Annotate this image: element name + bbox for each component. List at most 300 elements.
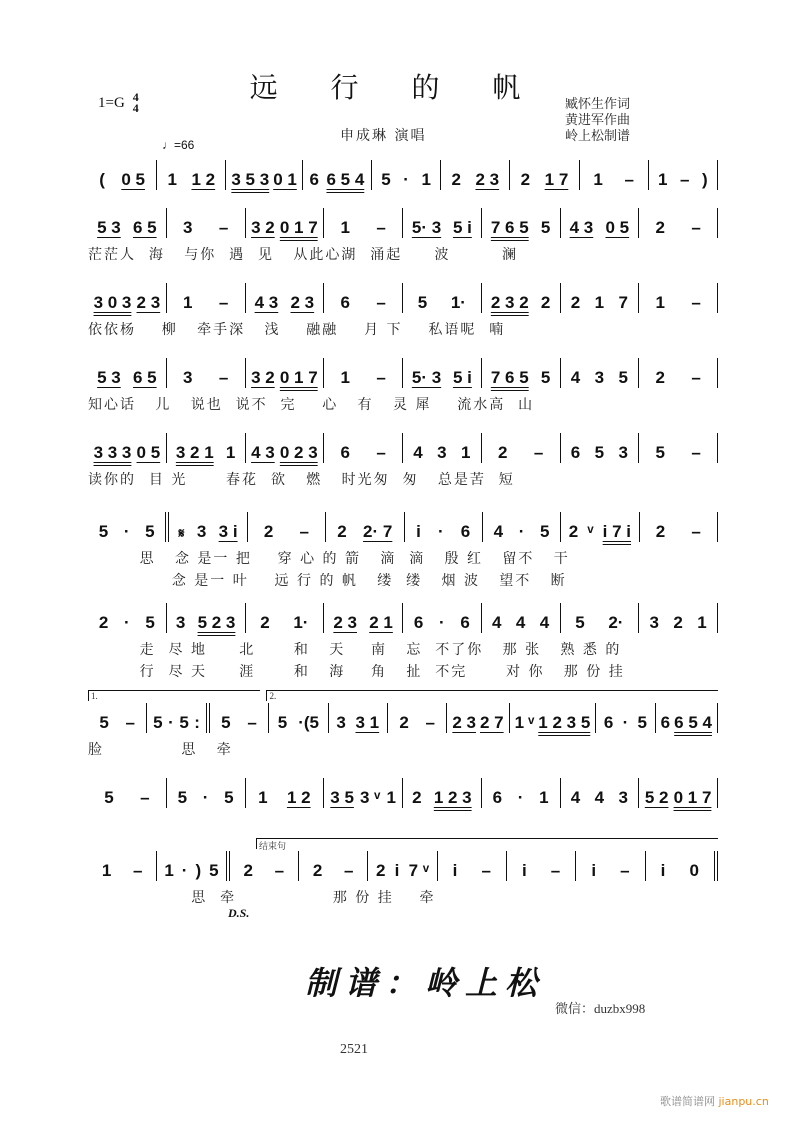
note-group: 3 3 3 <box>93 443 132 462</box>
note-group: 2 <box>260 613 270 632</box>
note-group: – <box>550 861 561 880</box>
note-group: 3 <box>437 443 447 462</box>
note-group: 5 <box>179 713 189 732</box>
note-group: 2 <box>540 293 551 312</box>
measure <box>561 358 640 388</box>
measure <box>403 778 482 808</box>
note-group: 2 <box>412 788 422 807</box>
note-group: 5 <box>153 713 163 732</box>
measure <box>246 358 325 388</box>
note-group: 1 2 3 <box>433 788 472 807</box>
note-group: 4 <box>413 443 423 462</box>
note-group: 5 <box>98 522 109 541</box>
lyrics-verse-1: 思 牵 那 份 挂 牵 <box>88 890 436 906</box>
measure <box>580 160 649 190</box>
measure <box>561 283 640 313</box>
note-group: 4 3 <box>254 293 279 312</box>
measure <box>482 603 561 633</box>
measure <box>561 778 640 808</box>
segno-icon: 𝄋 <box>178 526 185 542</box>
note-group: 6 <box>660 713 671 732</box>
note-group: 0 <box>689 861 699 880</box>
measure <box>303 160 372 190</box>
measure <box>324 778 403 808</box>
score-line <box>88 603 718 679</box>
note-group: 5 <box>618 368 628 387</box>
measure <box>167 358 246 388</box>
note-group: · <box>517 788 524 807</box>
note-group: 3 <box>618 443 628 462</box>
note-group: 3 <box>182 218 193 237</box>
note-group: 4 3 <box>251 443 275 462</box>
measure <box>167 208 246 238</box>
measure <box>246 778 325 808</box>
note-group: 5 <box>575 613 585 632</box>
note-group: 1 <box>225 443 236 462</box>
note-group: ( <box>99 170 105 189</box>
measure <box>482 208 561 238</box>
measure <box>639 358 718 388</box>
note-group: 2 <box>570 293 581 312</box>
measure <box>329 703 388 733</box>
note-group: 1· <box>293 613 309 632</box>
note-group: – <box>620 861 630 880</box>
note-group: 1 <box>167 170 177 189</box>
measure <box>405 512 483 542</box>
note-group: i 7 i <box>602 522 632 541</box>
note-group: : <box>194 713 200 732</box>
note-group: 1 7 <box>544 170 569 189</box>
note-group: 4 <box>594 788 605 807</box>
note-group: 5 <box>145 522 155 541</box>
note-group: 0 5 <box>136 443 161 462</box>
note-group: 2 <box>673 613 683 632</box>
note-group: 6 5 <box>132 218 157 237</box>
note-group: 1 2 <box>191 170 216 189</box>
note-group: 7 <box>618 293 628 312</box>
measure <box>88 703 147 733</box>
lyrics-verse-1: 读你的 目 光 春花 欲 燃 时光匆 匆 总是苦 短 <box>88 472 515 488</box>
note-group: 1 <box>164 861 174 880</box>
note-group: 5 <box>540 218 551 237</box>
measure <box>649 160 718 190</box>
lyrics-verse-1: 知心话 儿 说也 说不 完 心 有 灵 犀 流水高 山 <box>88 397 535 413</box>
note-group: 6 <box>340 293 350 312</box>
note-group: – <box>680 170 690 189</box>
note-group: – <box>376 293 386 312</box>
measure <box>561 512 639 542</box>
measure <box>646 851 718 881</box>
note-group: 5 2 <box>644 788 669 807</box>
note-group: 2· <box>608 613 624 632</box>
measure <box>324 358 403 388</box>
measure <box>226 160 302 190</box>
measure <box>482 778 561 808</box>
note-group: 1 <box>514 713 525 732</box>
measure <box>561 208 640 238</box>
measure <box>596 703 655 733</box>
measure <box>324 433 403 463</box>
note-group: ᵛ <box>587 522 594 541</box>
note-group: · <box>518 522 525 541</box>
watermark <box>660 1093 769 1109</box>
measure <box>88 358 167 388</box>
tempo-mark: ♩=66 <box>162 138 195 152</box>
note-group: 5 <box>224 788 234 807</box>
note-group: – <box>691 443 701 462</box>
note-group: 1 <box>182 293 193 312</box>
note-group: 5 <box>99 713 109 732</box>
measure <box>324 208 403 238</box>
note-group: 2 <box>568 522 579 541</box>
note-group: 0 1 7 <box>673 788 712 807</box>
note-group: 2 <box>337 522 347 541</box>
lyricist-credit: 臧怀生作词 <box>565 97 631 112</box>
watermark-site: jianpu.cn <box>718 1095 769 1108</box>
note-group: 3 1 <box>355 713 380 732</box>
note-group: 2 <box>655 218 665 237</box>
measure <box>210 703 269 733</box>
note-group: i <box>660 861 666 880</box>
note-group: 5 3 <box>97 368 121 387</box>
note-group: 2 <box>243 861 253 880</box>
measure <box>483 512 561 542</box>
measure <box>147 703 209 733</box>
measure <box>403 358 482 388</box>
note-group: 5 3 <box>97 218 121 237</box>
note-group: – <box>218 218 229 237</box>
measure <box>157 160 226 190</box>
note-group: 0 5 <box>605 218 630 237</box>
singer-credit: 申成琳 演唱 <box>340 128 427 144</box>
note-group: 6 5 <box>132 368 157 387</box>
measure <box>482 433 561 463</box>
note-group: 2 7 <box>479 713 504 732</box>
note-group: 2 3 <box>452 713 476 732</box>
note-group: 3 2 <box>251 368 275 387</box>
measure <box>372 160 441 190</box>
measure <box>403 603 482 633</box>
note-group: 5 i <box>452 218 472 237</box>
note-group: – <box>218 293 229 312</box>
note-group: 1 <box>539 788 549 807</box>
note-group: 5 <box>637 713 648 732</box>
note-group: 4 3 <box>569 218 594 237</box>
notation-row <box>88 603 718 633</box>
note-group: 3 <box>182 368 193 387</box>
note-group: · <box>437 522 444 541</box>
note-group: 1 <box>258 788 268 807</box>
note-group: – <box>247 713 257 732</box>
notation-row <box>88 208 718 238</box>
score-line <box>88 690 718 761</box>
measure <box>88 778 167 808</box>
measure <box>248 512 326 542</box>
note-group: 6 <box>603 713 614 732</box>
dal-segno-mark: D.S. <box>228 906 250 920</box>
note-group: · <box>622 713 629 732</box>
measure <box>269 703 328 733</box>
note-group: 2 <box>520 170 531 189</box>
note-group: – <box>376 368 386 387</box>
note-group: 4 <box>570 788 581 807</box>
ending-brackets <box>88 838 718 849</box>
note-group: · <box>123 522 130 541</box>
score-line <box>88 358 718 416</box>
notation-row <box>88 778 718 808</box>
score-line <box>88 512 718 588</box>
note-group: 2 3 <box>136 293 161 312</box>
note-group: 3 <box>594 368 605 387</box>
note-group: 5 <box>104 788 114 807</box>
measure <box>324 603 403 633</box>
measure <box>447 703 509 733</box>
measure <box>639 283 718 313</box>
note-group: – <box>299 522 310 541</box>
measure <box>246 283 325 313</box>
note-group: 6 <box>340 443 350 462</box>
notation-row <box>88 358 718 388</box>
measure <box>167 433 246 463</box>
note-group: i <box>522 861 527 880</box>
measure <box>403 208 482 238</box>
lyrics-verse-1: 走 尽 地 北 和 天 南 忘 不了你 那 张 熟 悉 的 <box>88 642 622 658</box>
note-group: – <box>376 443 386 462</box>
note-group: 3 5 <box>330 788 354 807</box>
note-group: 3 5 3 <box>231 170 270 189</box>
note-group: 0 1 <box>273 170 297 189</box>
note-group: 5 <box>381 170 391 189</box>
note-group: – <box>691 218 701 237</box>
note-group: 4 <box>539 613 550 632</box>
note-group: 1 <box>461 443 471 462</box>
measure <box>403 433 482 463</box>
note-group: 5· 3 <box>411 218 442 237</box>
measure <box>157 851 229 881</box>
measure <box>230 851 299 881</box>
note-group: 2 <box>263 522 274 541</box>
note-group: 5 <box>209 861 219 880</box>
signature: 制谱：岭上松 <box>305 964 546 1002</box>
note-group: 5 <box>540 368 551 387</box>
measure <box>326 512 404 542</box>
measure <box>88 433 167 463</box>
note-group: 5 <box>221 713 231 732</box>
note-group: 5 <box>277 713 288 732</box>
measure <box>482 358 561 388</box>
note-group: – <box>125 713 136 732</box>
page-number: 2521 <box>340 1042 368 1057</box>
volta-bracket: 2. <box>266 690 718 701</box>
measure <box>324 283 403 313</box>
note-group: · <box>439 613 445 632</box>
note-group: 1 <box>386 788 396 807</box>
measure <box>438 851 507 881</box>
note-group: – <box>274 861 285 880</box>
measure <box>88 160 157 190</box>
note-group: 2 3 <box>290 293 315 312</box>
measure <box>169 512 247 542</box>
measure <box>639 778 718 808</box>
note-group: 2 <box>375 861 386 880</box>
notation-row <box>88 512 718 542</box>
note-group: 7 6 5 <box>490 368 529 387</box>
measure <box>640 512 718 542</box>
notation-row <box>88 851 718 881</box>
note-group: – <box>218 368 229 387</box>
note-group: 1 2 3 5 <box>538 713 591 732</box>
note-group: 2 <box>312 861 323 880</box>
note-group: 5· 3 <box>411 368 442 387</box>
song-title: 远 行 的 帆 <box>249 71 543 104</box>
note-group: 5 <box>417 293 428 312</box>
time-signature: 4 4 <box>132 90 139 115</box>
note-group: 2 <box>98 613 109 632</box>
measure <box>561 603 640 633</box>
note-group: 1 <box>593 170 603 189</box>
note-group: 5 <box>177 788 188 807</box>
measure <box>88 603 167 633</box>
measure <box>246 433 325 463</box>
note-group: 7 ᵛ <box>408 861 430 880</box>
note-group: 3 <box>336 713 346 732</box>
note-group: · <box>181 861 188 880</box>
note-group: 4 <box>493 522 504 541</box>
transcriber-credit: 岭上松制谱 <box>565 129 631 144</box>
note-group: 1 <box>340 368 350 387</box>
measure <box>388 703 447 733</box>
note-group: i <box>416 522 421 541</box>
note-group: 2 3 <box>333 613 357 632</box>
note-group: – <box>481 861 491 880</box>
note-group: 2 3 <box>475 170 500 189</box>
note-group: 3 2 1 <box>175 443 214 462</box>
note-group: 3 i <box>218 522 238 541</box>
measure <box>639 603 718 633</box>
measure <box>639 433 718 463</box>
note-group: – <box>691 368 701 387</box>
score-line <box>88 208 718 266</box>
note-group: 2 <box>399 713 409 732</box>
note-group: 2 <box>451 170 461 189</box>
lyrics-verse-1: 思 念 是一 把 穿 心 的 箭 滴 滴 殷 红 留不 干 <box>88 551 570 567</box>
note-group: 2 <box>655 368 665 387</box>
note-group: 3 <box>196 522 207 541</box>
note-group: 0 5 <box>121 170 145 189</box>
note-group: 1 <box>655 293 665 312</box>
measure <box>510 703 597 733</box>
lyrics-verse-1: 脸 思 牵 <box>88 742 233 758</box>
measure <box>88 283 167 313</box>
measure <box>403 283 482 313</box>
note-group: · <box>403 170 409 189</box>
note-group: 5 i <box>452 368 472 387</box>
note-group: 1 2 <box>286 788 311 807</box>
note-group: – <box>691 293 701 312</box>
note-group: 6 <box>460 522 471 541</box>
note-group: 6 <box>492 788 503 807</box>
note-group: 1 <box>101 861 112 880</box>
note-group: i <box>591 861 597 880</box>
notation-row <box>88 160 718 190</box>
note-group: ) <box>195 861 202 880</box>
score-line <box>88 838 718 920</box>
measure <box>441 160 510 190</box>
notation-row <box>88 703 718 733</box>
lyrics-verse-2: 念 是一 叶 远 行 的 帆 缕 缕 烟 波 望不 断 <box>88 573 567 589</box>
measure <box>510 160 579 190</box>
wechat-contact: 微信：duzbx998 <box>555 1001 646 1016</box>
measure <box>368 851 437 881</box>
measure <box>246 603 325 633</box>
measure <box>656 703 718 733</box>
measure <box>576 851 645 881</box>
note-group: 0 2 3 <box>279 443 318 462</box>
note-group: 1 <box>594 293 605 312</box>
measure <box>167 603 246 633</box>
note-group: i <box>394 861 400 880</box>
ending-brackets <box>88 690 718 701</box>
note-group: 1 <box>658 170 668 189</box>
note-group: 2 <box>497 443 508 462</box>
note-group: – <box>691 522 701 541</box>
lyrics-verse-1: 茫茫人 海 与你 遇 见 从此心湖 涌起 波 澜 <box>88 247 519 263</box>
measure <box>246 208 325 238</box>
score-line <box>88 778 718 836</box>
note-group: – <box>140 788 150 807</box>
note-group: 6 5 4 <box>674 713 712 732</box>
note-group: ·(5 <box>298 713 320 732</box>
note-group: 3 2 <box>251 218 275 237</box>
note-group: 1 <box>340 218 350 237</box>
note-group: 2 1 <box>369 613 393 632</box>
note-group: · <box>124 613 130 632</box>
measure <box>639 208 718 238</box>
note-group: 5 <box>145 613 155 632</box>
score-line <box>88 283 718 341</box>
note-group: 0 1 7 <box>279 218 318 237</box>
volta-bracket: 1. <box>88 690 260 701</box>
lyrics-verse-1 <box>88 814 718 836</box>
note-group: i <box>452 861 458 880</box>
measure <box>507 851 576 881</box>
measure <box>561 433 640 463</box>
watermark-cn: 歌谱简谱网 <box>660 1095 715 1108</box>
note-group: 5 <box>594 443 605 462</box>
note-group: 4 <box>515 613 526 632</box>
composer-credit: 黄进军作曲 <box>565 113 631 128</box>
author-credits <box>565 97 630 145</box>
note-group: 5 <box>539 522 550 541</box>
note-group: ) <box>701 170 708 189</box>
note-group: – <box>533 443 544 462</box>
note-group: · <box>168 713 174 732</box>
measure <box>88 851 157 881</box>
note-group: 6 <box>413 613 424 632</box>
score-line <box>88 433 718 491</box>
note-group: 3 ᵛ <box>360 788 381 807</box>
note-group: 4 <box>570 368 581 387</box>
note-group: – <box>425 713 435 732</box>
coda-bracket: 结束句 <box>256 838 718 849</box>
note-group: 4 <box>491 613 502 632</box>
note-group: 1 <box>421 170 431 189</box>
key-signature <box>98 92 139 114</box>
measure <box>88 208 167 238</box>
note-group: ᵛ <box>528 713 535 732</box>
measure <box>482 283 561 313</box>
note-group: 2 3 2 <box>490 293 529 312</box>
